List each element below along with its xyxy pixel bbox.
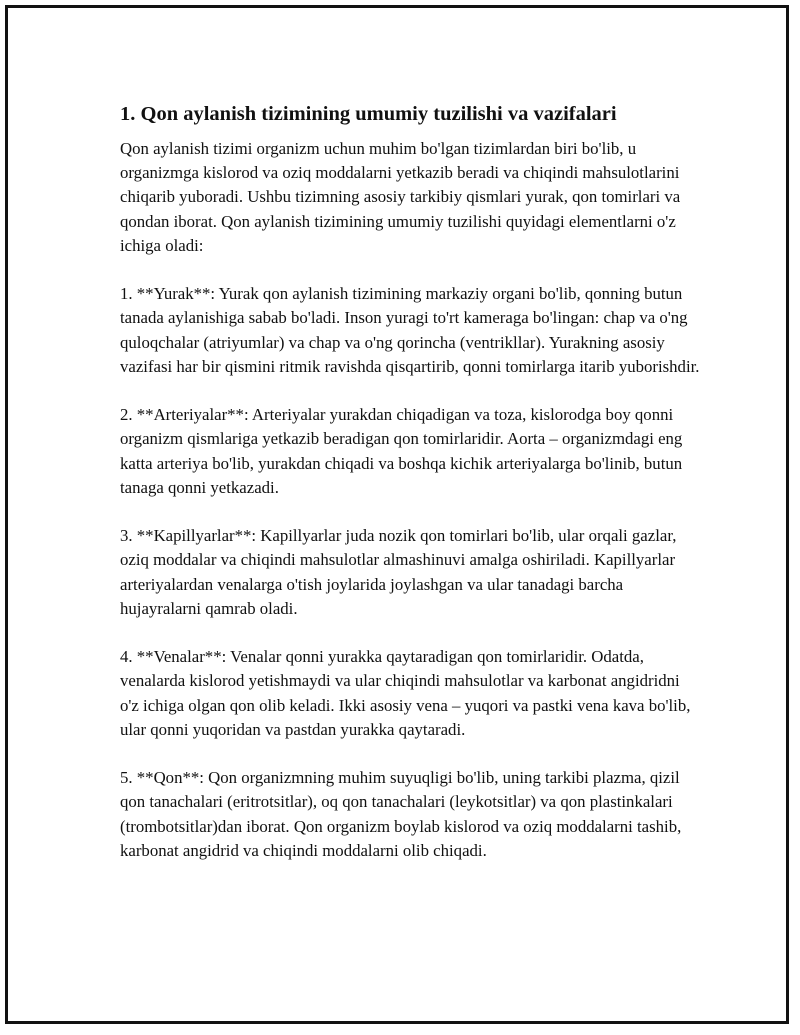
paragraph-qon: 5. **Qon**: Qon organizmning muhim suyuqligi bo'lib, uning tarkibi plazma, qizil qon tanachalari (eritrotsitlar), oq qon tanachalari (leykotsitlar) va qon plastinkalari (trombotsitlar)dan iborat. Qon organizm boylab kislorod va oziq moddalarni tashib, karbonat angidrid va chiqindi moddalarni olib chiqadi.	[120, 768, 682, 860]
section-title: 1. Qon aylanish tizimining umumiy tuzilishi va vazifalari	[120, 103, 617, 125]
paragraph-yurak: 1. **Yurak**: Yurak qon aylanish tizimining markaziy organi bo'lib, qonning butun tanada aylanishiga sabab bo'ladi. Inson yuragi to'rt kameraga bo'lingan: chap va o'ng quloqchalar (atriyumlar) va chap va o'ng qorincha (ventrikllar). Yurakning asosiy vazifasi har bir qismini ritmik ravishda qisqartirib, qonni tomirlarga itarib yuborishdir.	[120, 284, 700, 376]
paragraph-venalar: 4. **Venalar**: Venalar qonni yurakka qaytaradigan qon tomirlaridir. Odatda, venalarda kislorod yetishmaydi va ular chiqindi mahsulotlar va karbonat angidridni o'z ichiga olgan qon olib keladi. Ikki asosiy vena – yuqori va pastki vena kava bo'lib, ular qonni yuqoridan va pastdan yurakka qaytaradi.	[120, 647, 691, 739]
document-page	[5, 5, 789, 1024]
document-body	[120, 101, 700, 887]
paragraph-kapillyarlar: 3. **Kapillyarlar**: Kapillyarlar juda nozik qon tomirlari bo'lib, ular orqali gazlar, oziq moddalar va chiqindi mahsulotlar almashinuvi amalga oshiriladi. Kapillyarlar arteriyalardan venalarga o'tish joylarida joylashgan va ular tanadagi barcha hujayralarni qamrab oladi.	[120, 526, 677, 618]
paragraph-arteriyalar: 2. **Arteriyalar**: Arteriyalar yurakdan chiqadigan va toza, kislorodga boy qonni organizm qismlariga yetkazib beradigan qon tomirlaridir. Aorta – organizmdagi eng katta arteriya bo'lib, yurakdan chiqadi va boshqa kichik arteriyalarga bo'linib, butun tanaga qonni yetkazadi.	[120, 405, 683, 497]
intro-paragraph: Qon aylanish tizimi organizm uchun muhim bo'lgan tizimlardan biri bo'lib, u organizmga kislorod va oziq moddalarni yetkazib beradi va chiqindi mahsulotlarini chiqarib yuboradi. Ushbu tizimning asosiy tarkibiy qismlari yurak, qon tomirlari va qondan iborat. Qon aylanish tizimining umumiy tuzilishi quyidagi elementlarni o'z ichiga oladi:	[120, 139, 681, 255]
